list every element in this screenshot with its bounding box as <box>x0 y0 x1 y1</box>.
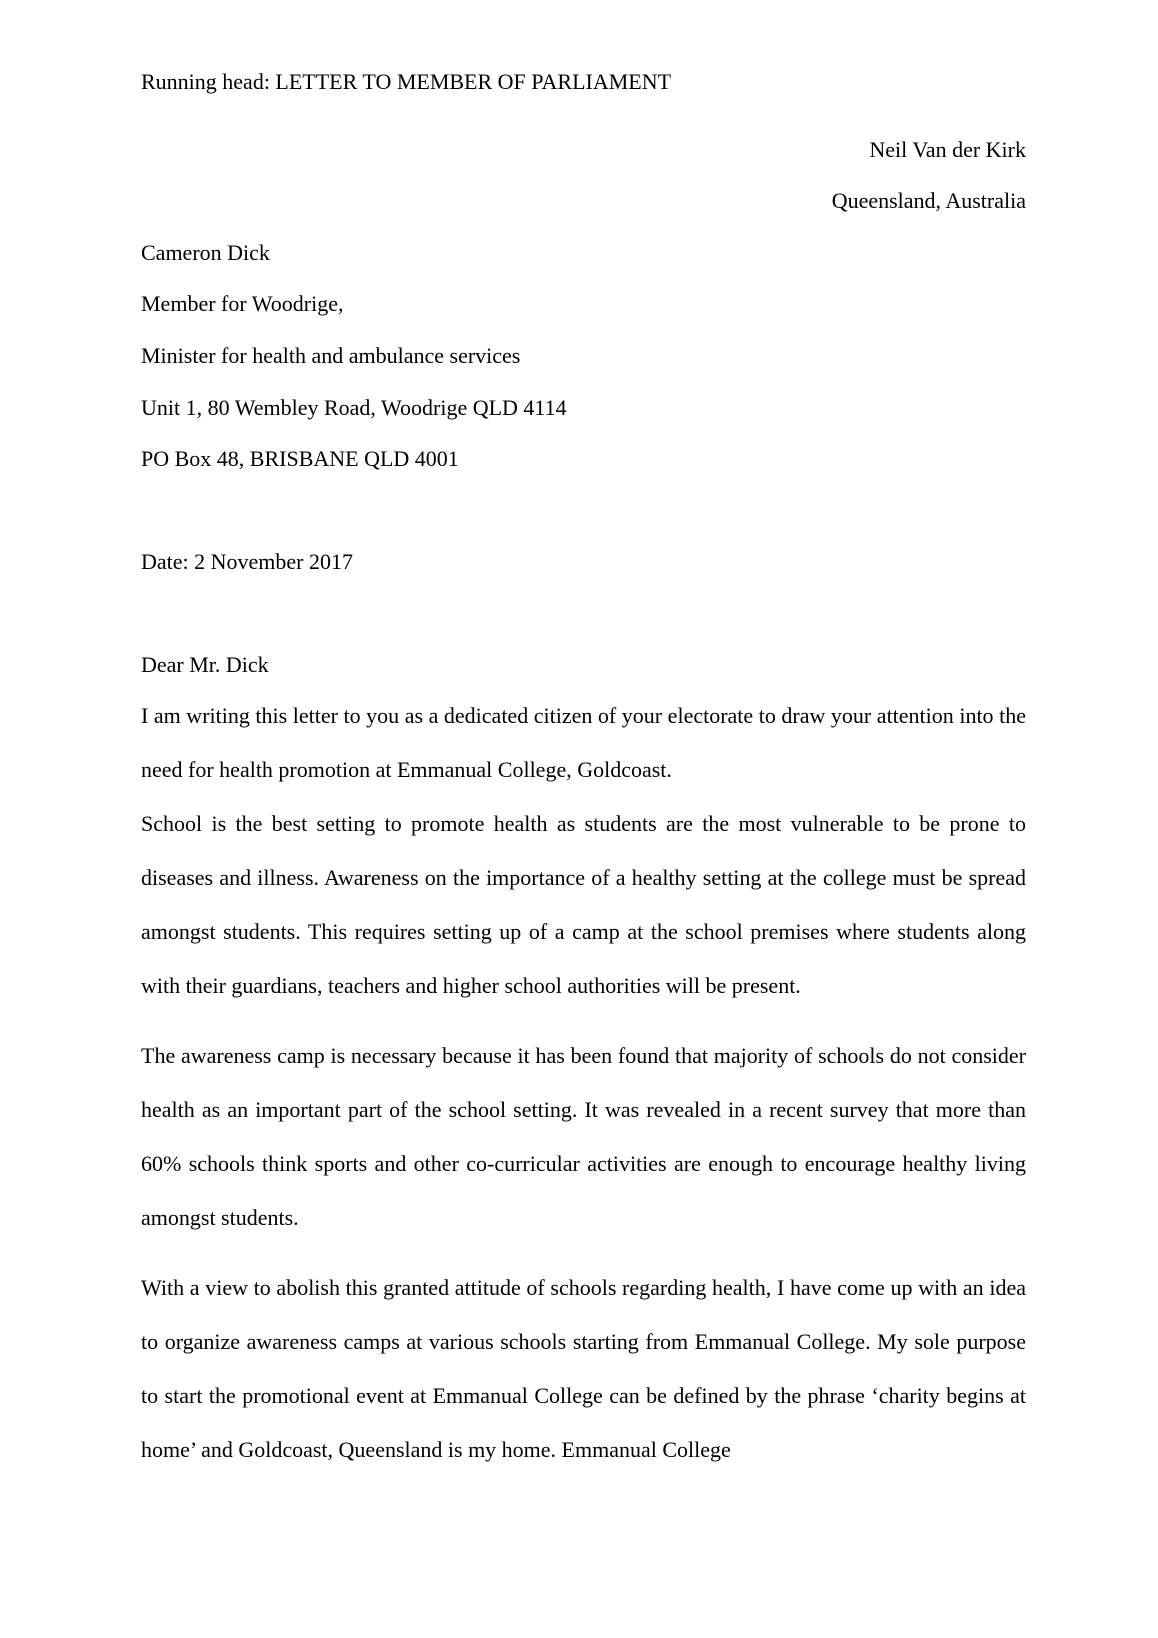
body-paragraph: School is the best setting to promote health as students are the most vulnerable to be prone to diseases and illness. Awareness on the importance of a healthy setting at the college must be spread amongst students. This requires setting up of a camp at the school premises where students along with their guardians, teachers and higher school authorities will be present. <box>141 811 1026 998</box>
sender-name: Neil Van der Kirk <box>869 137 1026 162</box>
running-head: Running head: LETTER TO MEMBER OF PARLIAMENT <box>141 69 672 94</box>
recipient-address-line-1: Unit 1, 80 Wembley Road, Woodrige QLD 4114 <box>141 395 567 420</box>
recipient-title: Member for Woodrige, <box>141 291 344 316</box>
recipient-name: Cameron Dick <box>141 240 270 265</box>
recipient-role: Minister for health and ambulance services <box>141 343 521 368</box>
letter-date: Date: 2 November 2017 <box>141 549 353 574</box>
body-paragraph: With a view to abolish this granted attitude of schools regarding health, I have come up with an idea to organize awareness camps at various schools starting from Emmanual College. My sole purpose to start the promotional event at Emmanual College can be defined by the phrase ‘charity begins at home’ and Goldcoast, Queensland is my home. Emmanual College <box>141 1275 1026 1462</box>
body-paragraph: The awareness camp is necessary because it has been found that majority of schools do not consider health as an important part of the school setting. It was revealed in a recent survey that more than 60% schools think sports and other co-curricular activities are enough to encourage healthy living amongst students. <box>141 1043 1026 1230</box>
salutation: Dear Mr. Dick <box>141 652 269 677</box>
recipient-address-line-2: PO Box 48, BRISBANE QLD 4001 <box>141 446 459 471</box>
sender-location: Queensland, Australia <box>831 188 1026 213</box>
body-paragraph: I am writing this letter to you as a dedicated citizen of your electorate to draw your attention into the need for health promotion at Emmanual College, Goldcoast. <box>141 703 1026 782</box>
letter-body <box>141 689 1026 1477</box>
